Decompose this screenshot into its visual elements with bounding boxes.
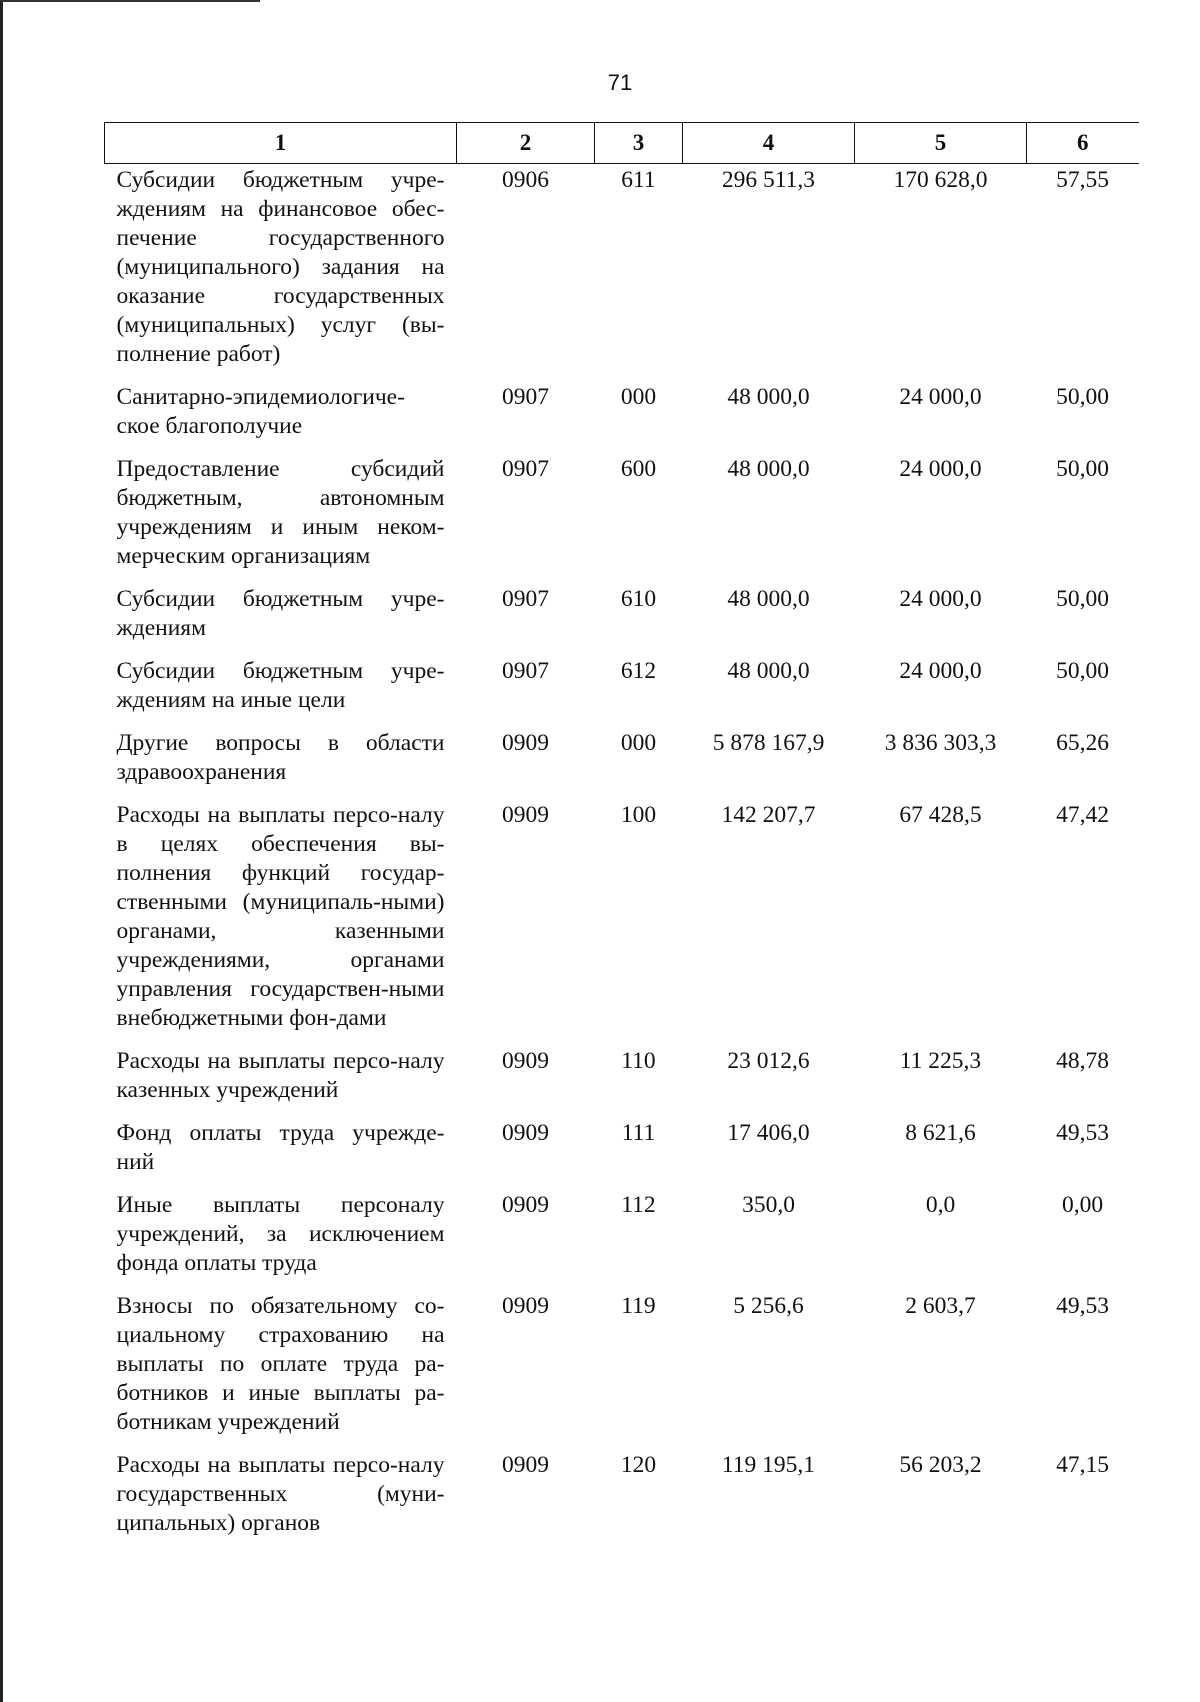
table-row xyxy=(105,581,1139,653)
row-percent: 49,53 xyxy=(1056,1120,1109,1146)
row-description: Санитарно-эпидемиологиче-ское благополучие xyxy=(116,384,405,439)
row-percent: 50,00 xyxy=(1056,384,1109,410)
row-description: Другие вопросы в области здравоохранения xyxy=(116,730,445,785)
row-plan-amount: 5 878 167,9 xyxy=(712,730,825,756)
header-col-1: 1 xyxy=(105,123,457,164)
row-percent: 47,15 xyxy=(1056,1452,1109,1478)
table-row xyxy=(105,1115,1139,1187)
row-expense-type: 610 xyxy=(620,586,657,612)
row-actual-amount: 56 203,2 xyxy=(899,1452,982,1478)
row-percent: 50,00 xyxy=(1056,456,1109,482)
scan-edge-top xyxy=(0,0,260,2)
row-expense-type: 111 xyxy=(621,1120,656,1146)
row-plan-amount: 48 000,0 xyxy=(727,384,810,410)
row-section-code: 0906 xyxy=(502,167,549,193)
row-description: Расходы на выплаты персо-налу государственных (муни-ципальных) органов xyxy=(116,1452,445,1536)
row-plan-amount: 48 000,0 xyxy=(727,658,810,684)
row-section-code: 0907 xyxy=(502,384,549,410)
table-row xyxy=(105,1043,1139,1115)
row-expense-type: 611 xyxy=(621,167,656,193)
row-actual-amount: 11 225,3 xyxy=(899,1048,982,1074)
row-section-code: 0909 xyxy=(502,730,549,756)
row-actual-amount: 24 000,0 xyxy=(899,586,982,612)
row-section-code: 0907 xyxy=(502,586,549,612)
table-row xyxy=(105,1447,1139,1548)
row-expense-type: 119 xyxy=(621,1293,656,1319)
table-row xyxy=(105,1288,1139,1447)
table-row xyxy=(105,797,1139,1043)
row-expense-type: 120 xyxy=(620,1452,657,1478)
row-actual-amount: 67 428,5 xyxy=(899,802,982,828)
row-description: Субсидии бюджетным учре-ждениям на финансовое обес-печение государственного (муниципального) задания на оказание государственных (муниципальных) услуг (вы-полнение работ) xyxy=(116,167,445,367)
row-plan-amount: 142 207,7 xyxy=(721,802,816,828)
row-expense-type: 000 xyxy=(620,384,657,410)
row-actual-amount: 2 603,7 xyxy=(905,1293,976,1319)
row-percent: 49,53 xyxy=(1056,1293,1109,1319)
row-description: Фонд оплаты труда учрежде-ний xyxy=(116,1120,445,1175)
row-percent: 65,26 xyxy=(1056,730,1109,756)
row-description: Предоставление субсидий бюджетным, автономным учреждениям и иным неком-мерческим организациям xyxy=(116,456,445,569)
row-plan-amount: 23 012,6 xyxy=(727,1048,810,1074)
row-description: Расходы на выплаты персо-налу в целях обеспечения вы-полнения функций государ-ственными (муниципаль-ными) органами, казенными учреждениями, органами управления государствен-ными внебюджетными фон-дами xyxy=(116,802,445,1031)
header-col-3: 3 xyxy=(595,123,683,164)
row-percent: 0,00 xyxy=(1061,1192,1104,1218)
scan-edge-left xyxy=(0,0,3,1702)
row-description: Субсидии бюджетным учре-ждениям xyxy=(116,586,445,641)
budget-table xyxy=(104,122,1139,1548)
table-row xyxy=(105,164,1139,380)
row-section-code: 0909 xyxy=(502,1048,549,1074)
row-actual-amount: 8 621,6 xyxy=(905,1120,976,1146)
row-actual-amount: 0,0 xyxy=(925,1192,956,1218)
page-number: 71 xyxy=(607,70,633,95)
row-percent: 50,00 xyxy=(1056,586,1109,612)
row-section-code: 0907 xyxy=(502,456,549,482)
row-section-code: 0909 xyxy=(502,1293,549,1319)
row-percent: 50,00 xyxy=(1056,658,1109,684)
row-plan-amount: 17 406,0 xyxy=(727,1120,810,1146)
row-section-code: 0909 xyxy=(502,1452,549,1478)
row-expense-type: 600 xyxy=(620,456,657,482)
header-col-2: 2 xyxy=(457,123,595,164)
row-plan-amount: 119 195,1 xyxy=(721,1452,816,1478)
row-plan-amount: 350,0 xyxy=(742,1192,795,1218)
row-description: Взносы по обязательному со-циальному страхованию на выплаты по оплате труда ра-ботников и иные выплаты ра-ботникам учреждений xyxy=(116,1293,445,1435)
header-row xyxy=(105,123,1139,164)
row-percent: 57,55 xyxy=(1056,167,1109,193)
row-description: Иные выплаты персоналу учреждений, за исключением фонда оплаты труда xyxy=(116,1192,445,1276)
row-plan-amount: 48 000,0 xyxy=(727,586,810,612)
header-col-5: 5 xyxy=(855,123,1027,164)
table-row xyxy=(105,1187,1139,1288)
row-actual-amount: 24 000,0 xyxy=(899,658,982,684)
row-percent: 47,42 xyxy=(1056,802,1109,828)
budget-table-container xyxy=(104,122,1138,1548)
row-expense-type: 112 xyxy=(621,1192,656,1218)
row-plan-amount: 296 511,3 xyxy=(721,167,816,193)
table-row xyxy=(105,451,1139,581)
row-actual-amount: 3 836 303,3 xyxy=(884,730,997,756)
table-header xyxy=(105,123,1139,164)
row-actual-amount: 24 000,0 xyxy=(899,384,982,410)
row-expense-type: 000 xyxy=(620,730,657,756)
table-row xyxy=(105,379,1139,451)
row-expense-type: 100 xyxy=(620,802,657,828)
row-description: Расходы на выплаты персо-налу казенных учреждений xyxy=(116,1048,445,1103)
row-plan-amount: 48 000,0 xyxy=(727,456,810,482)
row-section-code: 0909 xyxy=(502,802,549,828)
row-actual-amount: 24 000,0 xyxy=(899,456,982,482)
header-col-6: 6 xyxy=(1027,123,1139,164)
row-section-code: 0909 xyxy=(502,1192,549,1218)
row-description: Субсидии бюджетным учре-ждениям на иные цели xyxy=(116,658,445,713)
row-expense-type: 110 xyxy=(621,1048,656,1074)
row-actual-amount: 170 628,0 xyxy=(893,167,988,193)
table-row xyxy=(105,653,1139,725)
table-body xyxy=(105,164,1139,1549)
row-percent: 48,78 xyxy=(1056,1048,1109,1074)
row-section-code: 0907 xyxy=(502,658,549,684)
row-section-code: 0909 xyxy=(502,1120,549,1146)
header-col-4: 4 xyxy=(683,123,855,164)
table-row xyxy=(105,725,1139,797)
row-expense-type: 612 xyxy=(620,658,657,684)
row-plan-amount: 5 256,6 xyxy=(733,1293,804,1319)
